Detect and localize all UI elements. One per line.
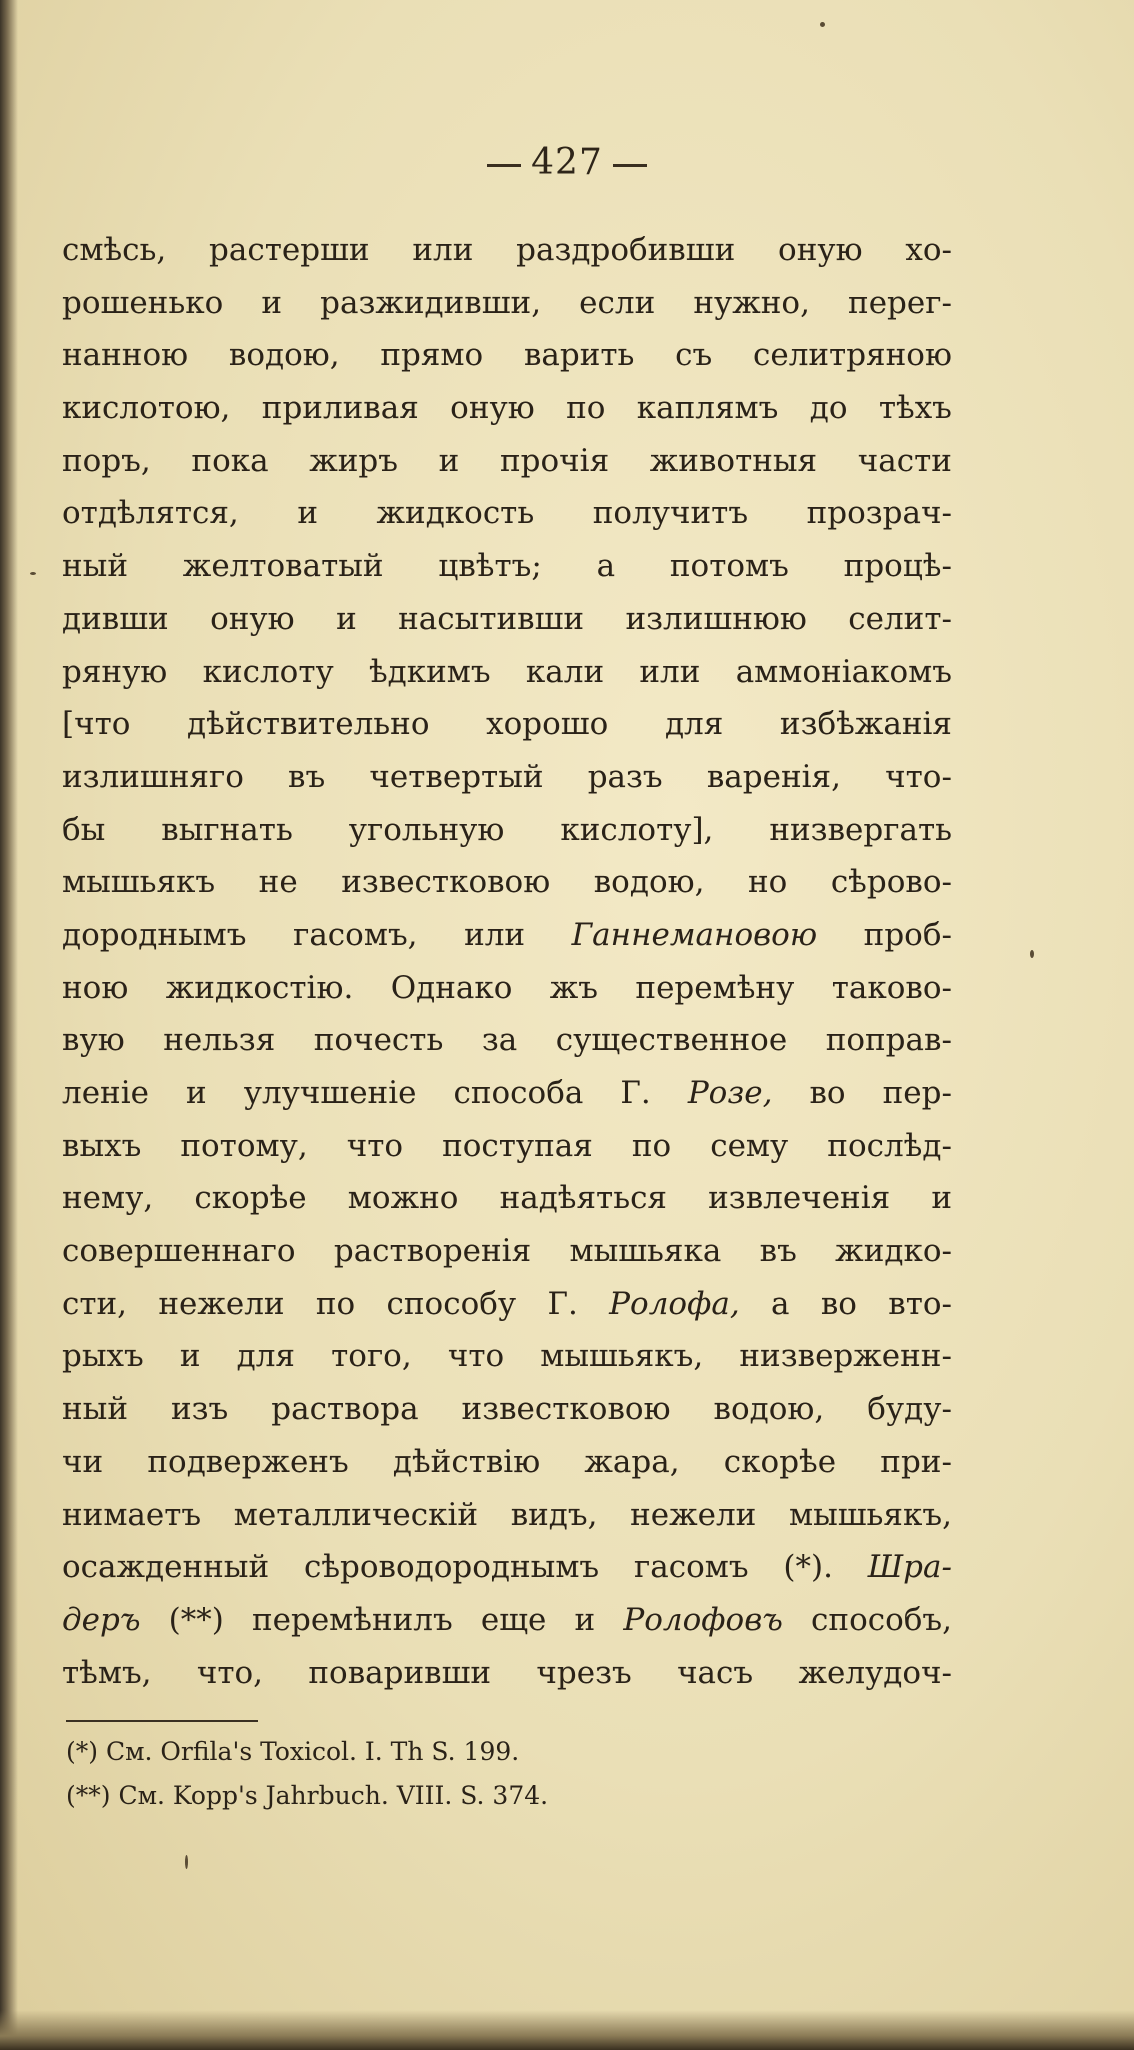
text-word: поваривши <box>308 1654 492 1691</box>
text-word: ный <box>62 548 128 585</box>
page-number-dash-right <box>613 164 647 167</box>
text-word: сему <box>710 1127 789 1164</box>
text-line <box>62 962 952 1015</box>
text-word: животныя <box>649 442 818 479</box>
text-word: поправ- <box>825 1022 952 1059</box>
text-word: получитъ <box>592 495 749 532</box>
text-word: улучшеніе <box>243 1075 417 1111</box>
text-word: дороднымъ <box>62 916 247 953</box>
text-word: проб- <box>863 916 952 953</box>
text-word: осажденный <box>62 1549 270 1586</box>
text-word: рошенько <box>62 284 224 321</box>
text-word: при- <box>880 1443 952 1480</box>
text-line <box>62 1541 952 1594</box>
text-word: растерши <box>209 232 370 268</box>
text-word: части <box>857 442 952 479</box>
text-word: смѣсь, <box>62 232 167 268</box>
footnotes <box>66 1730 966 1818</box>
text-word: избѣжанія <box>779 706 952 743</box>
text-word: жара, <box>584 1443 680 1480</box>
text-word: сти, <box>62 1285 128 1322</box>
text-word: гасомъ, <box>293 916 418 953</box>
text-word: совершеннаго <box>62 1233 296 1270</box>
text-word: послѣд- <box>827 1127 952 1164</box>
text-word: во <box>809 1075 846 1111</box>
text-word: поступая <box>442 1127 593 1164</box>
text-word: таково- <box>831 969 952 1006</box>
text-word: металлическій <box>233 1496 479 1533</box>
text-word: способа <box>453 1075 584 1111</box>
text-word: вую <box>62 1022 125 1059</box>
text-line <box>62 593 952 646</box>
text-word: для <box>664 706 724 743</box>
text-word: раздробивши <box>516 232 736 268</box>
paper-speck <box>820 22 825 27</box>
text-word: тѣмъ, <box>62 1654 152 1691</box>
text-word: нежели <box>630 1496 757 1533</box>
text-word: бы <box>62 811 106 848</box>
text-word: Ролофа, <box>609 1285 740 1322</box>
text-word: что <box>447 1338 505 1375</box>
body-text <box>62 224 952 1699</box>
text-word: и <box>438 442 460 479</box>
text-word: пока <box>191 442 269 479</box>
text-word: мышьякъ <box>62 864 216 901</box>
text-word: существенное <box>555 1022 788 1059</box>
text-word: нужно, <box>693 284 810 321</box>
text-word: скорѣе <box>194 1180 307 1217</box>
text-line <box>62 277 952 330</box>
text-line <box>62 646 952 699</box>
text-line <box>62 1172 952 1225</box>
text-word: Ганнемановою <box>571 916 818 953</box>
text-word: по <box>566 390 606 427</box>
text-word: для <box>236 1338 295 1375</box>
text-word: еще <box>480 1601 547 1638</box>
text-line <box>62 1489 952 1542</box>
text-word: процѣ- <box>843 548 952 585</box>
text-word: пер- <box>882 1075 952 1111</box>
text-line <box>62 751 952 804</box>
text-word: хо- <box>905 232 952 268</box>
text-line <box>62 698 952 751</box>
text-word: нежели <box>158 1285 285 1322</box>
text-word: рыхъ <box>62 1338 144 1375</box>
text-word: насытивши <box>398 600 585 637</box>
text-line <box>62 1067 952 1120</box>
text-word: потому, <box>180 1127 308 1164</box>
text-word: почесть <box>313 1022 444 1059</box>
page-number-dash-left <box>487 164 521 167</box>
text-word: гасомъ <box>633 1549 749 1586</box>
text-word: варенія, <box>706 758 841 795</box>
text-word: съ <box>675 337 713 374</box>
text-word: и <box>931 1180 952 1217</box>
text-word: водою, <box>593 864 705 901</box>
text-word: Ролофовъ <box>623 1601 783 1638</box>
text-word: угольную <box>348 811 505 848</box>
text-word: Розе, <box>687 1075 773 1111</box>
text-word: буду- <box>867 1391 952 1428</box>
text-word: кислотою, <box>62 390 231 427</box>
text-word: желудоч- <box>798 1654 952 1691</box>
paper-speck <box>185 1855 188 1869</box>
text-line <box>62 329 952 382</box>
text-word: Однако <box>390 969 513 1006</box>
text-word: Г. <box>547 1285 578 1322</box>
text-line <box>62 1014 952 1067</box>
text-word: варить <box>523 337 635 374</box>
text-word: того, <box>331 1338 412 1375</box>
text-word: перемѣнилъ <box>251 1601 453 1638</box>
text-word: чрезъ <box>536 1654 632 1691</box>
text-word: (**) <box>168 1601 224 1638</box>
text-line <box>62 487 952 540</box>
text-word: за <box>481 1022 518 1059</box>
page-binding-shadow <box>0 0 18 2050</box>
text-word: (*). <box>783 1549 833 1586</box>
text-line <box>62 1278 952 1331</box>
page-number <box>0 142 1134 183</box>
text-word: способъ, <box>811 1601 952 1638</box>
text-word: чи <box>62 1443 104 1480</box>
text-word: известковою <box>341 864 551 901</box>
text-word: извлеченія <box>708 1180 891 1217</box>
text-word: приливая <box>261 390 419 427</box>
text-word: нему, <box>62 1180 154 1217</box>
text-word: въ <box>759 1233 797 1270</box>
text-word: но <box>747 864 788 901</box>
text-word: кислоту], <box>560 811 714 848</box>
text-word: выгнать <box>161 811 293 848</box>
text-word: жидкостію. <box>165 969 354 1006</box>
text-word: ѣдкимъ <box>368 653 491 690</box>
text-word: и <box>261 284 283 321</box>
text-line <box>62 224 952 277</box>
page-number-value: 427 <box>531 142 603 183</box>
text-word: что <box>346 1127 404 1164</box>
text-line <box>62 1225 952 1278</box>
text-line <box>62 382 952 435</box>
text-word: а <box>771 1285 790 1322</box>
text-word: скорѣе <box>723 1443 837 1480</box>
text-word: жъ <box>549 969 599 1006</box>
text-line <box>62 1436 952 1489</box>
text-word: известковою <box>461 1391 671 1428</box>
text-word: что, <box>196 1654 264 1691</box>
text-word: подверженъ <box>147 1443 349 1480</box>
text-word: ряную <box>62 653 168 690</box>
text-word: каплямъ <box>636 390 779 427</box>
text-word: ною <box>62 969 129 1006</box>
text-line <box>62 1383 952 1436</box>
text-word: дѣйствительно <box>187 706 430 743</box>
text-word: видъ, <box>510 1496 598 1533</box>
text-word: потомъ <box>669 548 789 585</box>
text-word: раствора <box>271 1391 419 1428</box>
text-line <box>62 1330 952 1383</box>
text-word: Г. <box>620 1075 651 1111</box>
text-word: или <box>464 916 526 953</box>
text-word: и <box>297 495 318 532</box>
text-word: сѣроводороднымъ <box>303 1549 600 1586</box>
text-word: сѣрово- <box>830 864 952 901</box>
text-word: Шра- <box>867 1549 952 1586</box>
text-word: оную <box>778 232 863 268</box>
footnote-rule <box>66 1720 258 1722</box>
text-word: ный <box>62 1391 128 1428</box>
text-word: перемѣну <box>635 969 795 1006</box>
text-word: мышьяка <box>569 1233 722 1270</box>
text-word: и <box>179 1338 201 1375</box>
text-word: отдѣлятся, <box>62 495 239 532</box>
text-word: или <box>639 653 701 690</box>
text-word: низверженн- <box>739 1338 952 1375</box>
text-line <box>62 804 952 857</box>
footnote-2: (**) См. Kopp's Jahrbuch. VIII. S. 374. <box>66 1781 549 1810</box>
text-word: прозрач- <box>806 495 952 532</box>
text-word: тѣхъ <box>878 390 952 427</box>
text-word: леніе <box>62 1075 149 1111</box>
page-bottom-shadow <box>0 2010 1134 2050</box>
text-word: оную <box>210 600 295 637</box>
text-line <box>62 540 952 593</box>
text-word: водою, <box>713 1391 825 1428</box>
text-word: во <box>820 1285 857 1322</box>
text-word: и <box>186 1075 207 1111</box>
text-word: прямо <box>380 337 484 374</box>
text-word: четвертый <box>369 758 544 795</box>
text-word: въ <box>288 758 326 795</box>
footnote-1: (*) См. Orfila's Toxicol. I. Th S. 199. <box>66 1737 520 1766</box>
text-word: мышьякъ, <box>788 1496 952 1533</box>
text-word: и <box>574 1601 596 1638</box>
text-word: низвергать <box>769 811 952 848</box>
text-line <box>62 1120 952 1173</box>
text-word: аммоніакомъ <box>735 653 952 690</box>
text-word: нанною <box>62 337 189 374</box>
text-word: перег- <box>848 284 952 321</box>
text-word: водою, <box>228 337 340 374</box>
text-word: можно <box>347 1180 459 1217</box>
text-word: что- <box>885 758 952 795</box>
text-word: дѣйствію <box>392 1443 541 1480</box>
text-word: изъ <box>170 1391 229 1428</box>
text-word: кали <box>525 653 605 690</box>
text-word: нимаетъ <box>62 1496 202 1533</box>
text-word: хорошо <box>486 706 609 743</box>
text-word: дивши <box>62 600 169 637</box>
text-word: по <box>315 1285 356 1322</box>
text-word: оную <box>450 390 535 427</box>
text-word: желтоватый <box>182 548 384 585</box>
text-word: жидко- <box>835 1233 952 1270</box>
text-word: излишняго <box>62 758 244 795</box>
text-word: способу <box>386 1285 517 1322</box>
text-word: и <box>336 600 357 637</box>
text-word: прочія <box>499 442 610 479</box>
text-word: жиръ <box>309 442 398 479</box>
text-word: не <box>258 864 298 901</box>
text-line <box>62 856 952 909</box>
text-word: или <box>412 232 474 268</box>
text-word: по <box>631 1127 672 1164</box>
text-word: если <box>579 284 656 321</box>
text-word: нельзя <box>163 1022 276 1059</box>
text-word: кислоту <box>202 653 334 690</box>
text-line <box>62 909 952 962</box>
text-word: излишнюю <box>625 600 807 637</box>
paper-speck <box>30 572 36 575</box>
paper-speck <box>1030 950 1034 958</box>
text-word: растворенія <box>333 1233 532 1270</box>
text-line <box>62 1647 952 1700</box>
text-word: цвѣтъ; <box>438 548 542 585</box>
text-word: вто- <box>888 1285 952 1322</box>
text-word: [что <box>62 706 131 743</box>
text-word: деръ <box>62 1601 141 1638</box>
text-word: надѣяться <box>499 1180 667 1217</box>
text-word: селит- <box>848 600 952 637</box>
text-word: выхъ <box>62 1127 142 1164</box>
text-line <box>62 435 952 488</box>
text-word: разжидивши, <box>320 284 542 321</box>
text-word: поръ, <box>62 442 151 479</box>
text-word: разъ <box>587 758 663 795</box>
text-word: а <box>596 548 616 585</box>
text-word: до <box>809 390 848 427</box>
text-word: мышьякъ, <box>540 1338 704 1375</box>
text-line <box>62 1594 952 1647</box>
text-word: жидкость <box>376 495 535 532</box>
text-word: часъ <box>677 1654 754 1691</box>
text-word: селитряною <box>753 337 952 374</box>
